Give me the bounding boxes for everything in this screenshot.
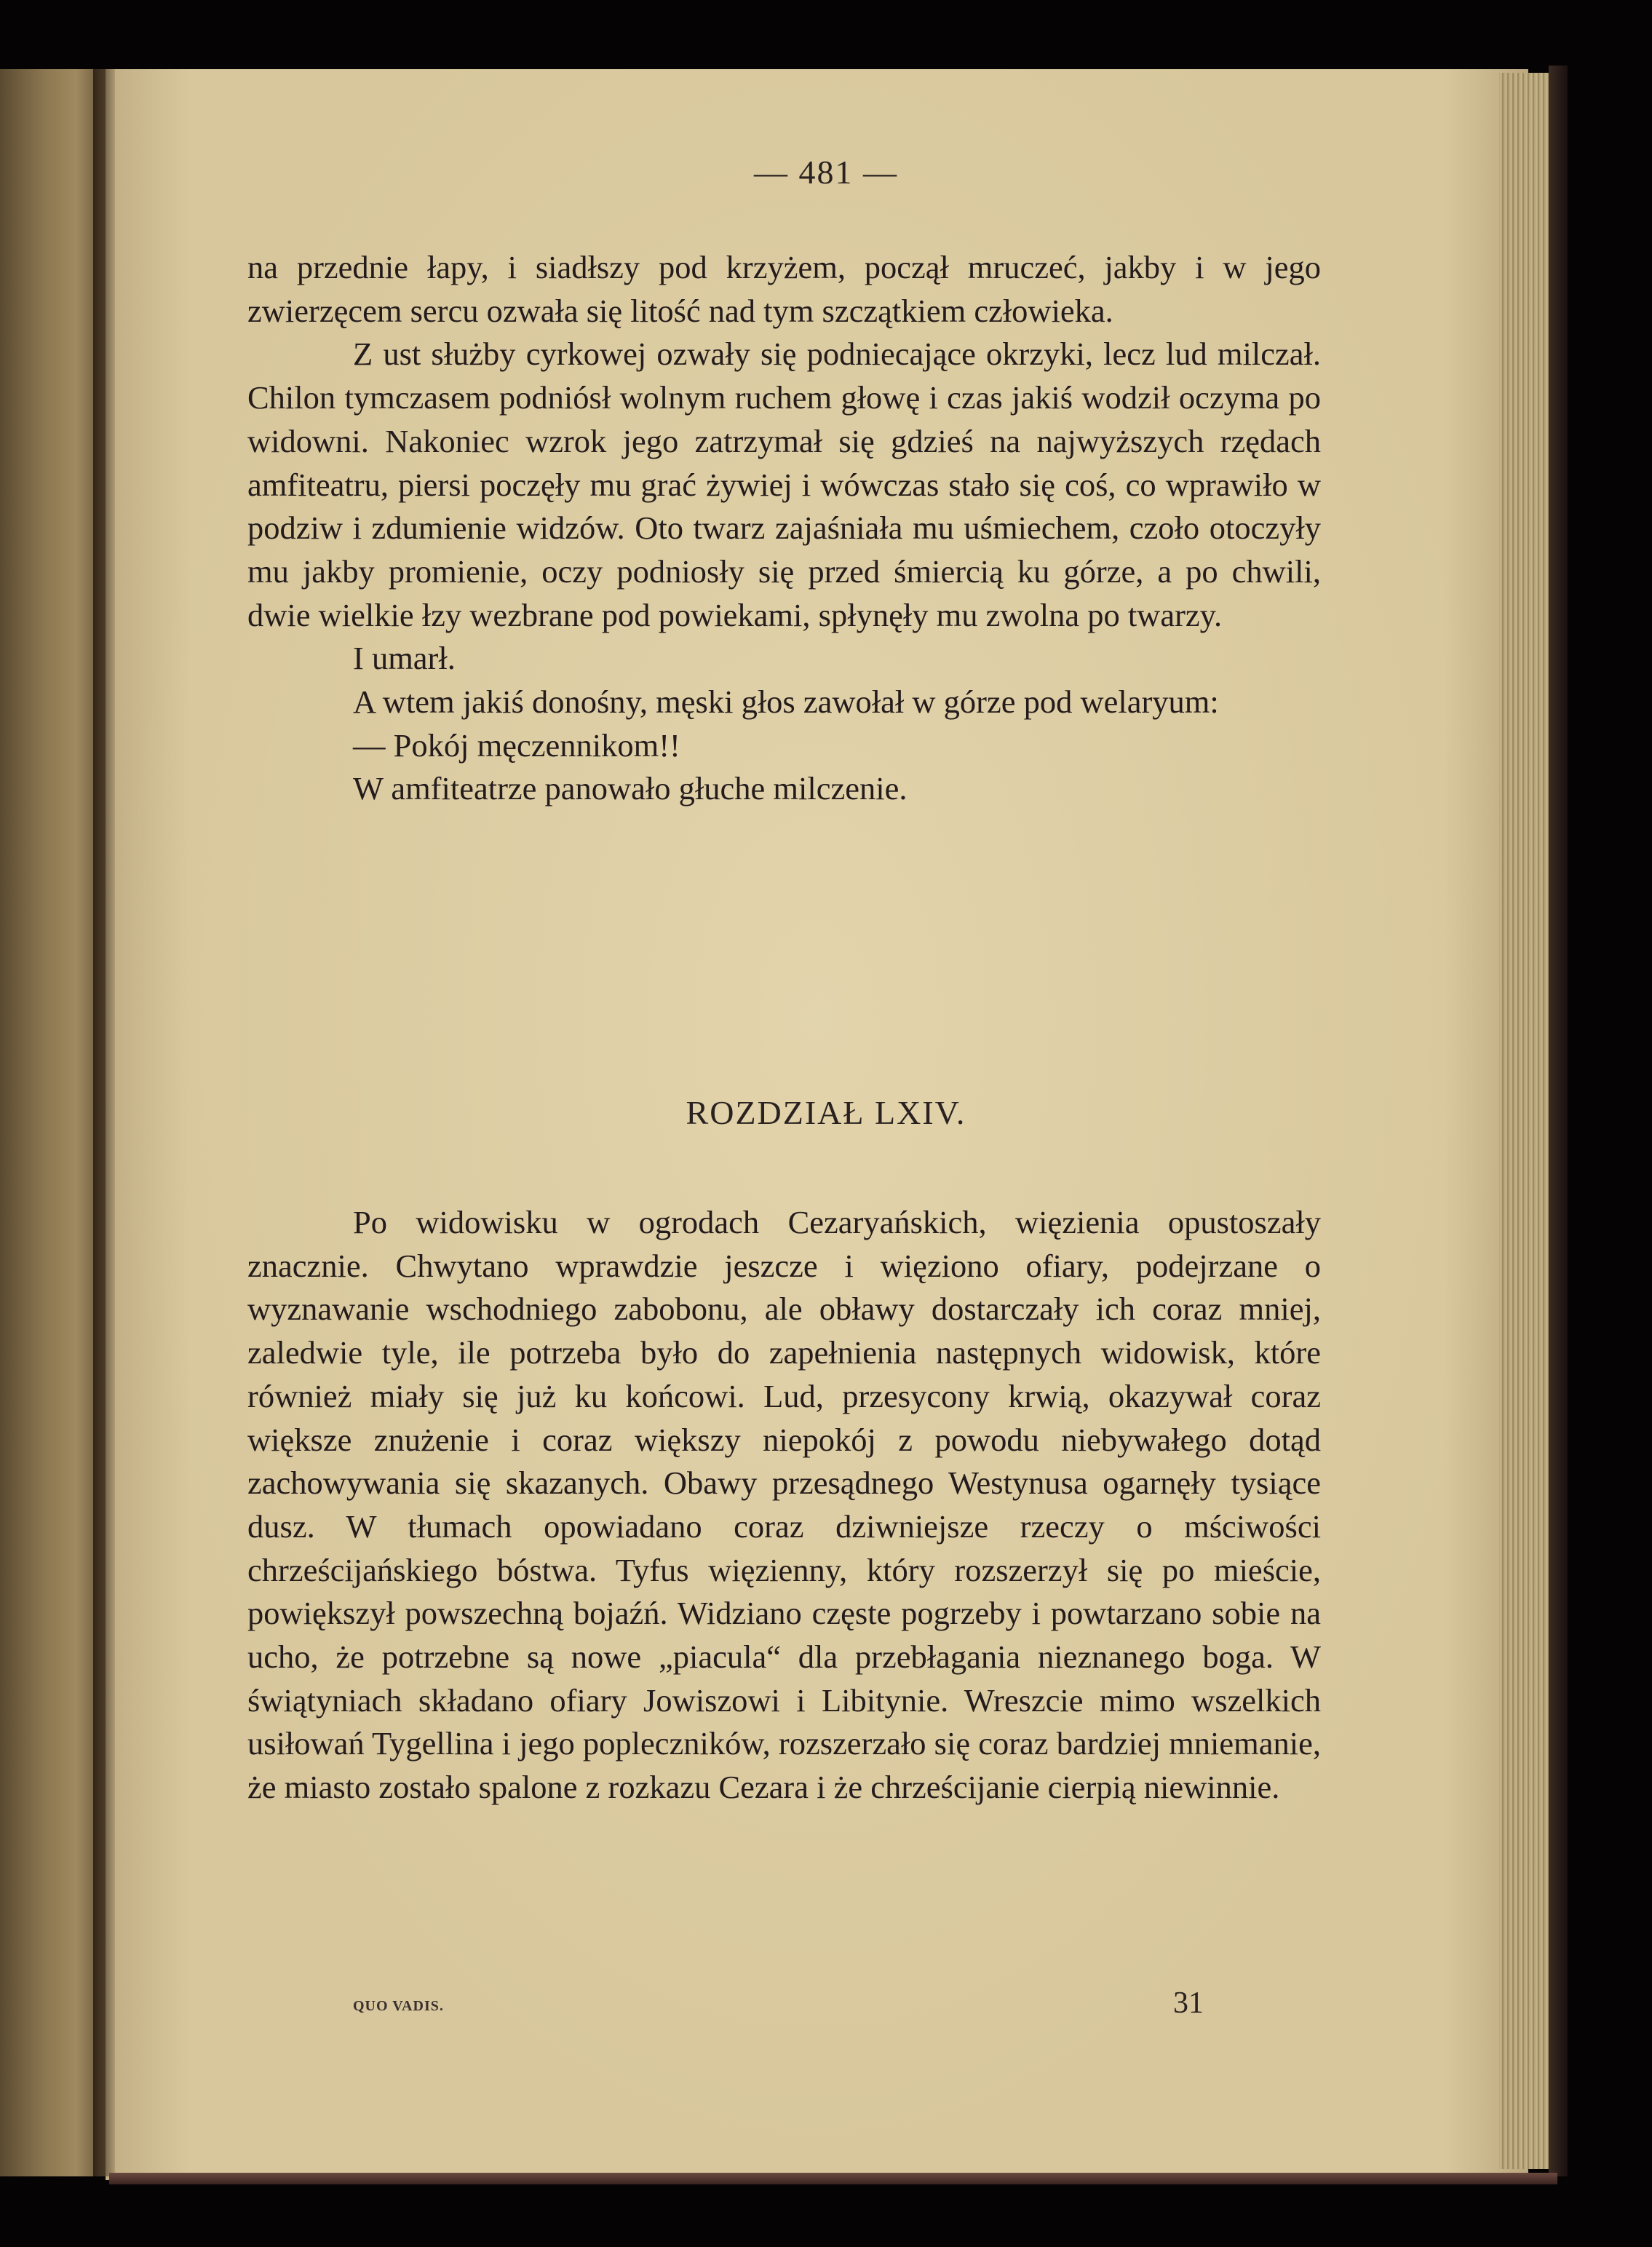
paragraph: W amfiteatrze panowało głuche milczenie. <box>353 770 908 807</box>
paragraph: Po widowisku w ogrodach Cezaryańskich, więzienia opustoszały znacznie. Chwytano wprawdzie jeszcze i więziono ofiary, podejrzane o wyznawanie wschodniego zabobonu, ale obławy dostarczały ich coraz mniej, zaledwie tyle, ile potrzeba było do zapełnienia następnych widowisk, które również miały się już ku końcowi. Lud, przesycony krwią, okazywał coraz większe znużenie i coraz większy niepokój z powodu niebywałego dotąd zachowywania się skazanych. Obawy przesądnego Westynusa ogarnęły tysiące dusz. W tłumach opowiadano coraz dziwniejsze rzeczy o mściwości chrześcijańskiego bóstwa. Tyfus więzienny, który rozszerzył się po mieście, powiększył powszechną bojaźń. Widziano częste pogrzeby i powtarzano sobie na ucho, że potrzebne są nowe „piacula“ dla przebłagania nieznanego boga. W świątyniach składano ofiary Jowiszowi i Libitynie. Wreszcie mimo wszelkich usiłowań Tygellina i jego popleczników, rozszerzało się coraz bardziej mniemanie, że miasto zostało spalone z rozkazu Cezara i że chrześcijanie cierpią niewinnie. <box>247 1204 1321 1806</box>
paragraph: — Pokój męczennikom!! <box>353 726 680 764</box>
page-number: — 481 — <box>754 154 898 191</box>
paragraph: A wtem jakiś donośny, męski głos zawołał w górze pod welaryum: <box>353 683 1219 721</box>
chapter-text-block <box>247 1201 1321 1810</box>
chapter-heading: ROZDZIAŁ LXIV. <box>686 1094 966 1131</box>
paragraph: I umarł. <box>353 640 456 677</box>
top-text-block <box>247 246 1321 811</box>
sheet-number: 31 <box>1173 1986 1204 2020</box>
printer-signature: QUO VADIS. <box>353 1998 444 2014</box>
paragraph: Z ust służby cyrkowej ozwały się podniecające okrzyki, lecz lud milczał. Chilon tymczasem podniósł wolnym ruchem głowę i czas jakiś wodził oczyma po widowni. Nakoniec wzrok jego zatrzymał się gdzieś na najwyższych rzędach amfiteatru, piersi poczęły mu grać żywiej i wówczas stało się coś, co wprawiło w podziw i zdumienie widzów. Oto twarz zajaśniała mu uśmiechem, czoło otoczyły mu jakby promienie, oczy podniosły się przed śmiercią ku górze, a po chwili, dwie wielkie łzy wezbrane pod powiekami, spłynęły mu zwolna po twarzy. <box>247 336 1321 633</box>
book-bottom-edge <box>109 2173 1557 2184</box>
paragraph: na przednie łapy, i siadłszy pod krzyżem, począł mruczeć, jakby i w jego zwierzęcem sercu ozwała się litość nad tym szczątkiem człowieka. <box>247 249 1321 329</box>
